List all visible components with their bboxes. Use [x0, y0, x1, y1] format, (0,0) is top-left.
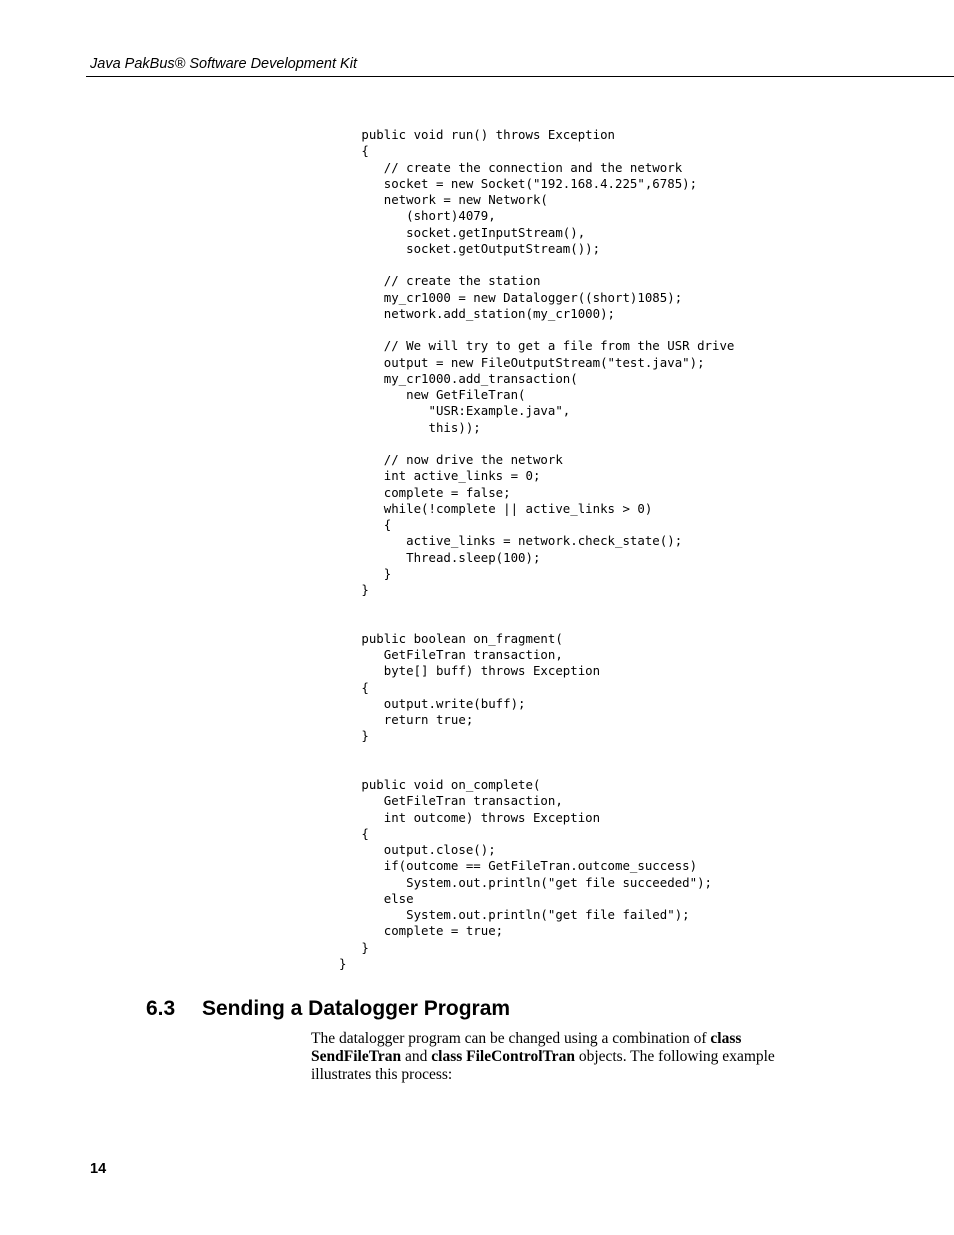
body-paragraph [311, 1030, 791, 1084]
paragraph-class-name-2: class FileControlTran [431, 1048, 575, 1065]
paragraph-text-2: and [401, 1048, 432, 1065]
section-title: Sending a Datalogger Program [202, 997, 511, 1020]
running-header: Java PakBus® Software Development Kit [90, 56, 357, 72]
code-listing: public void run() throws Exception { // create the connection and the network socket = new Socket("192.168.4.225",6785); network = new Network( (short)4079, socket.getInputStream(), socket.getOutputStream()); // create the station my_cr1000 = new Datalogger((short)1085); network.add_station(my_cr1000); // We will try to get a file from the USR drive output = new FileOutputStream("test.java"); my_cr1000.add_transaction( new GetFileTran( "USR:Example.java", this)); // now drive the network int active_links = 0; complete = false; while(!complete || active_links > 0) { active_links = network.check_state(); Thread.sleep(100); } } public boolean on_fragment( GetFileTran transaction, byte[] buff) throws Exception { output.write(buff); return true; } public void on_complete( GetFileTran transaction, int outcome) throws Exception { output.close(); if(outcome == GetFileTran.outcome_success) System.out.println("get file succeeded"); else System.out.println("get file failed"); complete = true; } } [339, 127, 735, 971]
page-number: 14 [90, 1161, 107, 1177]
paragraph-class-name-1: class SendFileTran [311, 1030, 742, 1065]
section-number: 6.3 [146, 997, 176, 1020]
header-divider [86, 76, 954, 77]
paragraph-text-1: The datalogger program can be changed using a combination of [311, 1030, 711, 1047]
section-heading [146, 996, 510, 1022]
paragraph-text-3: objects. The following example illustrates this process: [311, 1048, 775, 1083]
